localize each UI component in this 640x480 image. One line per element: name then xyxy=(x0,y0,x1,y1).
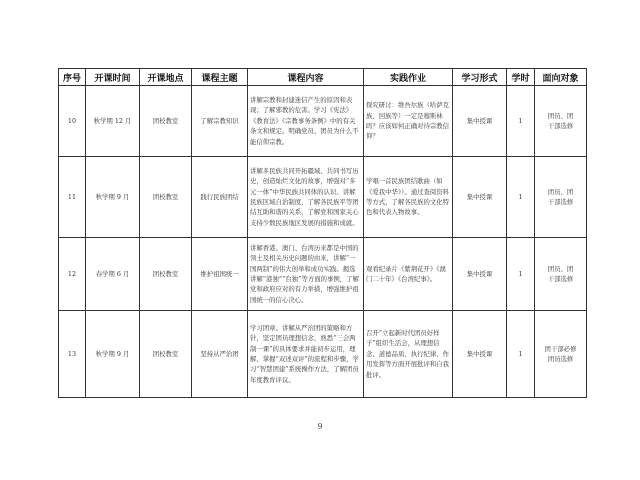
cell-place: 团校教室 xyxy=(140,86,192,157)
audience-line: 团员、团 xyxy=(547,187,574,196)
course-table xyxy=(58,68,587,398)
cell-form: 集中授课 xyxy=(453,86,507,157)
table-header-row xyxy=(59,69,587,86)
header-content: 课程内容 xyxy=(248,69,364,86)
cell-form: 集中授课 xyxy=(453,157,507,238)
cell-hours: 1 xyxy=(507,86,535,157)
cell-topic: 践行民族团结 xyxy=(192,157,248,238)
cell-time: 秋学期 12 月 xyxy=(86,86,140,157)
audience-line: 干部选修 xyxy=(547,198,574,206)
cell-form: 集中授课 xyxy=(453,238,507,311)
header-hours: 学时 xyxy=(507,69,535,86)
cell-place: 团校教室 xyxy=(140,238,192,311)
audience-line: 干部选修 xyxy=(547,275,574,283)
table-row xyxy=(59,311,587,398)
table-row xyxy=(59,238,587,311)
cell-audience xyxy=(535,157,587,238)
cell-time: 春学期 6 月 xyxy=(86,238,140,311)
header-time: 开课时间 xyxy=(86,69,140,86)
cell-audience xyxy=(535,238,587,311)
cell-no: 11 xyxy=(59,157,86,238)
cell-audience xyxy=(535,86,587,157)
cell-topic: 维护祖国统一 xyxy=(192,238,248,311)
cell-form: 集中授课 xyxy=(453,311,507,398)
cell-time: 秋学期 9 月 xyxy=(86,157,140,238)
cell-hours: 1 xyxy=(507,238,535,311)
cell-time: 秋学期 9 月 xyxy=(86,311,140,398)
page-number: 9 xyxy=(317,422,323,431)
audience-line: 团员选修 xyxy=(547,355,574,363)
cell-topic: 坚持从严治团 xyxy=(192,311,248,398)
header-place: 开课地点 xyxy=(140,69,192,86)
cell-practice: 观看纪录片《紫荆花开》《澳门二十年》《台湾纪事》。 xyxy=(364,238,453,311)
cell-practice: 学唱一首民族团结歌曲（如《爱我中华》）。通过查阅资料等方式，了解各民族的文化特色和代表人物故事。 xyxy=(364,157,453,238)
table-row xyxy=(59,86,587,157)
audience-line: 团干部必修 xyxy=(544,344,577,353)
cell-topic: 了解宗教知识 xyxy=(192,86,248,157)
cell-content: 讲解宗教和封建迷信产生的原因和表现；了解邪教的危害。学习《宪法》《教育法》《宗教事务条例》中的有关条文和规定。明确党员、团员为什么不能信仰宗教。 xyxy=(248,86,364,157)
cell-audience xyxy=(535,311,587,398)
header-form: 学习形式 xyxy=(453,69,507,86)
audience-line: 团员、团 xyxy=(547,264,574,273)
audience-line: 干部选修 xyxy=(547,122,574,130)
cell-no: 12 xyxy=(59,238,86,311)
cell-practice: 探究研讨：维吾尔族（哈萨克族、回族等）一定是穆斯林吗？应该如何正确对待宗教信仰？ xyxy=(364,86,453,157)
cell-content: 学习团章。讲解从严治团的策略和方针，坚定团员理想信念，熟悉“三会两制一课”的具体要求并能初步运用，理解、掌握“双述双评”的流程和步骤，学习“智慧团建”系统操作方法，了解团员年度教育评议。 xyxy=(248,311,364,398)
cell-place: 团校教室 xyxy=(140,311,192,398)
audience-line: 团员、团 xyxy=(547,111,574,120)
cell-content: 讲解多民族共同开拓疆域、共同书写历史，创造灿烂文化的故事，增强对“多元一体”中华民族共同体的认识。讲解民族区域自治制度，了解各民族平等团结互助和谐的关系，了解党和国家关心支持少数民族地区发展的措施和成就。 xyxy=(248,157,364,238)
table-row xyxy=(59,157,587,238)
header-no: 序号 xyxy=(59,69,86,86)
cell-no: 13 xyxy=(59,311,86,398)
cell-no: 10 xyxy=(59,86,86,157)
cell-practice: 召开“立起新时代团员好样子”组织生活会，从理想信念、道德品质、执行纪律、作用发挥等方面开展批评和自我批评。 xyxy=(364,311,453,398)
cell-hours: 1 xyxy=(507,311,535,398)
header-practice: 实践作业 xyxy=(364,69,453,86)
header-topic: 课程主题 xyxy=(192,69,248,86)
cell-content: 讲解香港、澳门、台湾历来都是中国的领土及相关历史问题的由来，讲解“一国两制”的伟大创举和成功实践。揭选讲解“港独”“台独”等方面的事例，了解党和政府应对的有力举措，增强维护祖国统一的信心决心。 xyxy=(248,238,364,311)
cell-hours: 1 xyxy=(507,157,535,238)
cell-place: 团校教室 xyxy=(140,157,192,238)
header-audience: 面向对象 xyxy=(535,69,587,86)
